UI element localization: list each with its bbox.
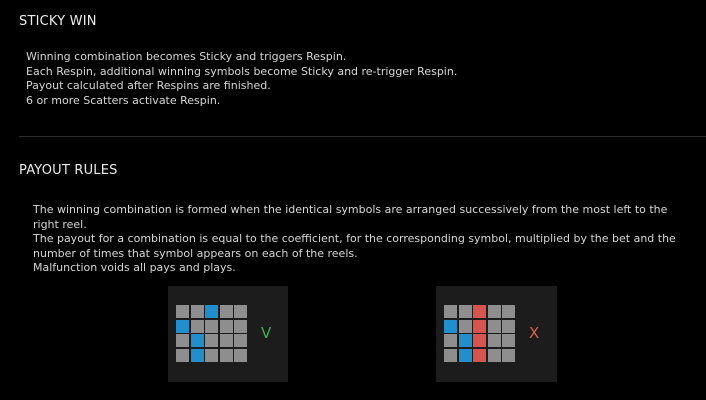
sticky-win-line: Each Respin, additional winning symbols become Sticky and re-trigger Respin. [26, 64, 458, 78]
reel-cell-gray [502, 320, 515, 333]
reel-cell-gray [502, 305, 515, 318]
payout-rules-description [33, 203, 688, 276]
reel-cell-blue [191, 334, 204, 347]
sticky-win-line: 6 or more Scatters activate Respin. [26, 93, 221, 107]
reel-cell-gray [205, 320, 218, 333]
reel-grid [444, 305, 515, 362]
reel-cell-gray [444, 305, 457, 318]
valid-combination-example [168, 286, 288, 382]
reel-cell-gray [234, 305, 247, 318]
valid-check-mark: V [261, 324, 272, 342]
reel-cell-gray [220, 305, 233, 318]
reel-cell-red [473, 349, 486, 362]
payout-rules-line: Malfunction voids all pays and plays. [33, 261, 236, 275]
invalid-cross-mark: X [529, 324, 540, 342]
payout-rules-line: The payout for a combination is equal to the coefficient, for the corresponding symbol, multiplied by the bet and the number of times that symbol appears on each of the reels. [33, 232, 676, 260]
reel-cell-gray [220, 334, 233, 347]
sticky-win-line: Payout calculated after Respins are finished. [26, 79, 271, 93]
reel-cell-gray [502, 349, 515, 362]
reel-cell-gray [220, 320, 233, 333]
reel-cell-gray [205, 334, 218, 347]
reel-cell-gray [191, 320, 204, 333]
reel-cell-blue [444, 320, 457, 333]
reel-cell-blue [459, 334, 472, 347]
reel-cell-blue [205, 305, 218, 318]
reel-cell-blue [191, 349, 204, 362]
sticky-win-line: Winning combination becomes Sticky and triggers Respin. [26, 50, 347, 63]
payout-rules-line: The winning combination is formed when the identical symbols are arranged successively from the most left to the right reel. [33, 203, 668, 231]
reel-cell-gray [176, 349, 189, 362]
reel-cell-red [473, 305, 486, 318]
reel-cell-gray [176, 305, 189, 318]
reel-cell-red [473, 334, 486, 347]
reel-cell-gray [205, 349, 218, 362]
invalid-combination-example [436, 286, 557, 382]
reel-cell-gray [444, 334, 457, 347]
reel-cell-gray [220, 349, 233, 362]
reel-cell-gray [459, 320, 472, 333]
reel-cell-gray [176, 334, 189, 347]
sticky-win-title: STICKY WIN [19, 14, 97, 29]
reel-cell-gray [234, 334, 247, 347]
section-divider [19, 136, 706, 137]
reel-cell-blue [459, 349, 472, 362]
reel-cell-gray [488, 334, 501, 347]
reel-cell-gray [502, 334, 515, 347]
reel-cell-gray [488, 349, 501, 362]
reel-cell-blue [176, 320, 189, 333]
reel-cell-gray [191, 305, 204, 318]
reel-cell-gray [488, 305, 501, 318]
reel-cell-red [473, 320, 486, 333]
payout-rules-title: PAYOUT RULES [19, 163, 118, 178]
reel-cell-gray [234, 349, 247, 362]
reel-cell-gray [459, 305, 472, 318]
reel-grid [176, 305, 247, 362]
reel-cell-gray [444, 349, 457, 362]
reel-cell-gray [488, 320, 501, 333]
reel-cell-gray [234, 320, 247, 333]
sticky-win-description [26, 50, 686, 108]
